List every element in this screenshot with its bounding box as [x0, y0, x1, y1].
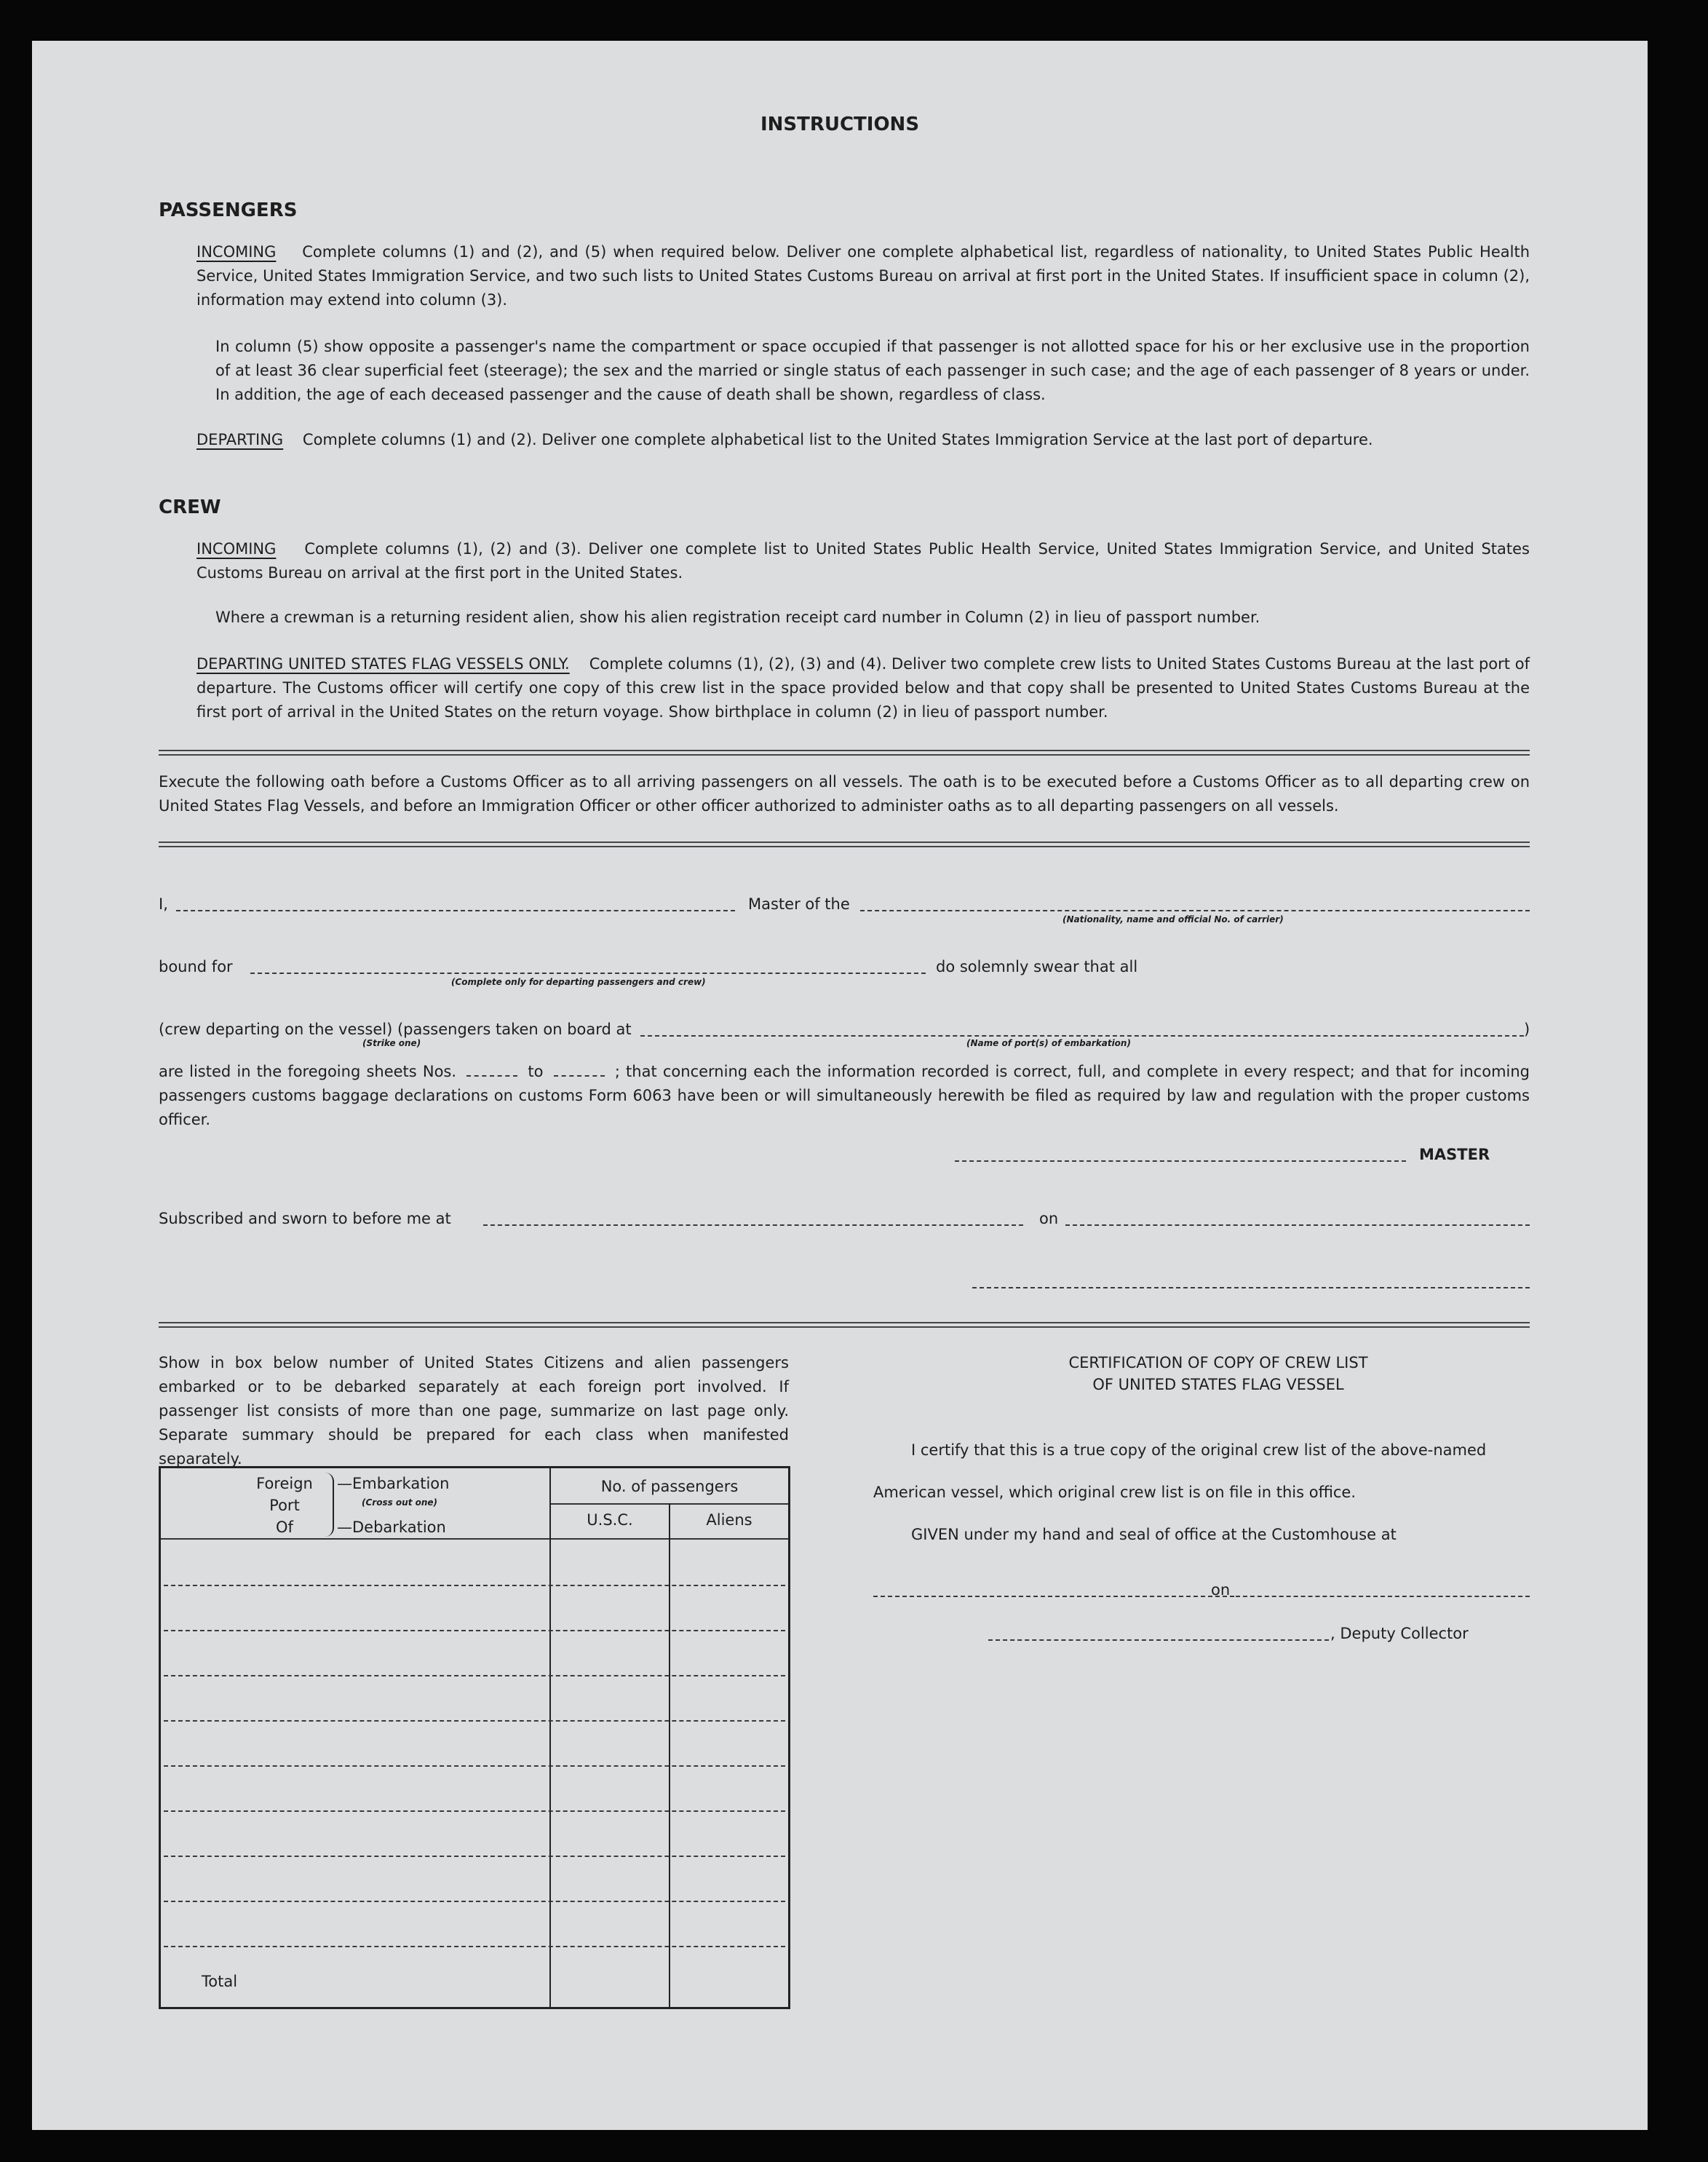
- table-row[interactable]: [164, 1585, 785, 1586]
- divider: [159, 842, 1530, 847]
- cert-on-label: on: [1211, 1581, 1231, 1599]
- column-divider: [549, 1468, 551, 2007]
- master-label: MASTER: [1419, 1146, 1490, 1163]
- cross-out-note: (Cross out one): [362, 1497, 438, 1508]
- col-of: Of: [276, 1518, 293, 1536]
- passengers-departing-label: DEPARTING: [196, 431, 284, 448]
- crew-departing-label: DEPARTING UNITED STATES FLAG VESSELS ONLY.: [196, 655, 570, 673]
- table-row[interactable]: [164, 1901, 785, 1902]
- listed-paragraph: [159, 1060, 1530, 1132]
- passengers-column5-text: In column (5) show opposite a passenger's name the compartment or space occupied if that passenger is not allotted space for his or her exclusive use in the proportion of at least 36 clear superficial feet (steerage); the sex and the married or single status of each passenger in such case; and the age of each passenger of 8 years or under. In addition, the age of each deceased passenger and the cause of death shall be shown, regardless of class.: [215, 338, 1530, 403]
- col-foreign: Foreign: [256, 1475, 313, 1492]
- crew-incoming-label: INCOMING: [196, 540, 277, 558]
- to-label: to: [528, 1063, 544, 1080]
- crew-departing-block: [196, 652, 1530, 724]
- no-passengers-header: No. of passengers: [600, 1478, 739, 1495]
- passengers-incoming-label: INCOMING: [196, 243, 277, 261]
- sworn-date-field[interactable]: [1065, 1224, 1530, 1226]
- passengers-incoming-block: [196, 240, 1530, 312]
- carrier-field[interactable]: [860, 910, 1530, 911]
- column-divider: [669, 1503, 670, 2007]
- officer-signature-field[interactable]: [972, 1287, 1530, 1288]
- embarkation-port-field[interactable]: [640, 1035, 1524, 1037]
- sworn-location-field[interactable]: [483, 1224, 1023, 1226]
- sheet-to-field[interactable]: [554, 1075, 605, 1077]
- certification-line-2: American vessel, which original crew list is on file in this office.: [873, 1484, 1357, 1501]
- master-of-the-label: Master of the: [748, 895, 850, 913]
- cert-date-field[interactable]: [1236, 1596, 1530, 1597]
- strike-note: (Strike one): [362, 1038, 421, 1048]
- table-row[interactable]: [164, 1765, 785, 1767]
- table-row[interactable]: [164, 1810, 785, 1812]
- crew-departing-text: Complete columns (1), (2), (3) and (4). Deliver two complete crew lists to United States Customs Bureau at the last port of departure. The Customs officer will certify one copy of this crew list in the space provided below and that copy shall be presented to United States Customs Bureau at the first port of arrival in the United States on the return voyage. Show birthplace in column (2) in lieu of passport number.: [196, 655, 1530, 721]
- strike-line-label: (crew departing on the vessel) (passengers taken on board at: [159, 1021, 632, 1038]
- table-row[interactable]: [164, 1675, 785, 1676]
- summary-instructions: Show in box below number of United States Citizens and alien passengers embarked or to be debarked separately at each foreign port involved. If passenger list consists of more than one page, summarize on last page only. Separate summary should be prepared for each class when manifested separately.: [159, 1354, 789, 1468]
- passenger-summary-table: [159, 1466, 790, 2009]
- divider: [159, 750, 1530, 756]
- crew-heading: CREW: [159, 496, 221, 518]
- embarkation-label: —Embarkation: [337, 1475, 450, 1492]
- passengers-departing-block: [196, 428, 1530, 452]
- certification-title-2: OF UNITED STATES FLAG VESSEL: [1092, 1376, 1344, 1393]
- usc-header: U.S.C.: [587, 1511, 633, 1529]
- oath-i-label: I,: [159, 895, 168, 913]
- customhouse-location-field[interactable]: [873, 1596, 1234, 1597]
- total-label: Total: [202, 1973, 238, 1990]
- bound-for-field[interactable]: [250, 973, 926, 974]
- crew-resident-text: Where a crewman is a returning resident alien, show his alien registration receipt card number in Column (2) in lieu of passport number.: [215, 609, 1260, 626]
- deputy-signature-field[interactable]: [988, 1639, 1329, 1641]
- on-label: on: [1039, 1210, 1059, 1227]
- subscribed-label: Subscribed and sworn to before me at: [159, 1210, 451, 1227]
- certification-line-3: GIVEN under my hand and seal of office at the Customhouse at: [911, 1526, 1397, 1543]
- crew-incoming-block: [196, 537, 1530, 585]
- sheet-from-field[interactable]: [466, 1075, 517, 1077]
- certification-title-1: CERTIFICATION OF COPY OF CREW LIST: [1068, 1354, 1368, 1371]
- header-bottom-rule: [161, 1538, 788, 1540]
- certification-line-1: I certify that this is a true copy of the original crew list of the above-named: [911, 1441, 1487, 1459]
- carrier-note: (Nationality, name and official No. of carrier): [1062, 914, 1284, 924]
- close-paren: ): [1524, 1021, 1530, 1038]
- crew-incoming-text: Complete columns (1), (2) and (3). Deliver one complete list to United States Public Health Service, United States Immigration Service, and United States Customs Bureau on arrival at the first port in the United States.: [196, 540, 1530, 582]
- debarkation-label: —Debarkation: [337, 1518, 446, 1536]
- table-row[interactable]: [164, 1630, 785, 1631]
- listed-rest: ; that concerning each the information recorded is correct, full, and complete in every respect; and that for incoming passengers customs baggage declarations on customs Form 6063 have been or will simultaneously herewith be filed as required by law and regulation with the proper customs officer.: [159, 1063, 1530, 1128]
- oath-instruction: Execute the following oath before a Customs Officer as to all arriving passengers on all vessels. The oath is to be executed before a Customs Officer as to all departing crew on United States Flag Vessels, and before an Immigration Officer or other officer authorized to administer oaths as to all departing passengers on all vessels.: [159, 773, 1530, 815]
- table-row[interactable]: [164, 1720, 785, 1722]
- bound-note: (Complete only for departing passengers and crew): [451, 977, 706, 987]
- form-page: [32, 41, 1648, 2130]
- col-port: Port: [269, 1497, 300, 1514]
- port-note: (Name of port(s) of embarkation): [966, 1038, 1131, 1048]
- master-signature-field[interactable]: [955, 1160, 1406, 1162]
- page-title: INSTRUCTIONS: [760, 114, 920, 135]
- aliens-header: Aliens: [706, 1511, 752, 1529]
- table-row[interactable]: [164, 1946, 785, 1947]
- swear-label: do solemnly swear that all: [936, 958, 1138, 975]
- divider: [159, 1322, 1530, 1328]
- brace-icon: [325, 1473, 334, 1537]
- bound-for-label: bound for: [159, 958, 233, 975]
- master-name-field[interactable]: [176, 910, 735, 911]
- passengers-heading: PASSENGERS: [159, 199, 298, 221]
- listed-prefix: are listed in the foregoing sheets Nos.: [159, 1063, 457, 1080]
- table-row[interactable]: [164, 1856, 785, 1857]
- passengers-incoming-text: Complete columns (1) and (2), and (5) when required below. Deliver one complete alphabetical list, regardless of nationality, to United States Public Health Service, United States Immigration Service, and two such lists to United States Customs Bureau on arrival at first port in the United States. If insufficient space in column (2), information may extend into column (3).: [196, 243, 1530, 309]
- deputy-collector-label: , Deputy Collector: [1330, 1625, 1469, 1642]
- passengers-departing-text: Complete columns (1) and (2). Deliver one complete alphabetical list to the United States Immigration Service at the last port of departure.: [302, 431, 1373, 448]
